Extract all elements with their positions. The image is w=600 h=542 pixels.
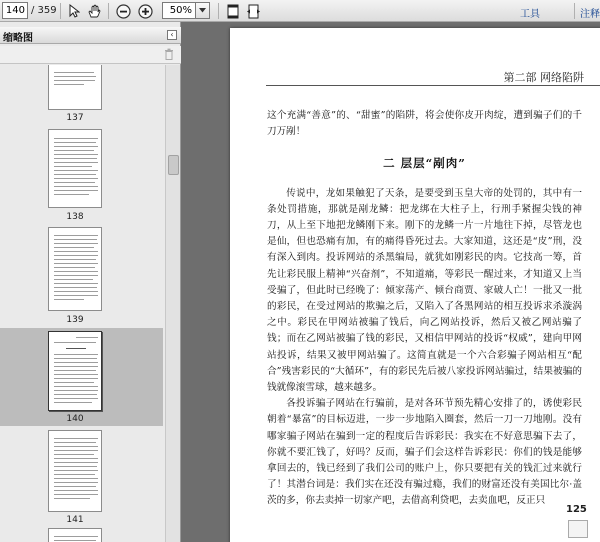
- page-thumbnail[interactable]: [48, 227, 102, 311]
- tools-menu[interactable]: 工具: [520, 9, 540, 20]
- thumbnail-label: 137: [66, 113, 84, 123]
- page-corner-widget[interactable]: [568, 520, 588, 538]
- hand-tool-button[interactable]: [85, 2, 103, 20]
- document-viewport[interactable]: [182, 22, 600, 542]
- zoom-dropdown-button[interactable]: [196, 2, 210, 19]
- thumbnail-panel: [0, 22, 181, 542]
- header-rule: [266, 85, 600, 86]
- running-head: 第二部 网络陷阱: [503, 71, 584, 84]
- thumbnail-label: 138: [66, 212, 84, 222]
- document-page: [230, 28, 600, 542]
- thumbnail-item-selected[interactable]: [0, 328, 163, 426]
- select-tool-button[interactable]: [65, 2, 83, 20]
- fit-page-button[interactable]: [224, 2, 242, 20]
- thumbnail-item[interactable]: [0, 226, 163, 326]
- thumbnail-item[interactable]: [0, 65, 163, 125]
- section-title: 二 层层“剐肉”: [383, 156, 466, 171]
- paragraph: 这个充满“善意”的、“甜蜜”的陷阱，将会使你皮开肉绽，遭到骗子们的千刀万剐！: [267, 110, 582, 138]
- hand-icon: [87, 4, 101, 18]
- paragraph: 传说中，龙如果触犯了天条，是要受到玉皇大帝的处罚的，其中有一条处罚措施，那就是剐龙鳞：把龙绑在大柱子上，行刑手紧握尖钱的神刀，从上至下地把龙鳞刚下来。刚下的龙鳞一片一片地往下掉，尽管龙也是仙，但也恐痛有加，有的痛得昏死过去。大家知道，这还是“皮”刑，没有深入到肉。投诉网站的杀黑编局，就犹如刚彩民的肉。它技高一筹，首先让彩民服上精神“兴奋剂”，不知道痛，等彩民一醒过来，才知道又上当受骗了，但此时已经晚了：倾家荡产、倾台商贾、家破人亡！一批又一批的彩民，在受过网站的欺骗之后，又陷入了各黑网站的相互投诉求杀漩涡之中。彩民在甲网站被骗了钱后，向乙网站投诉，然后又被乙网站骗了钱；而在乙网站被骗了钱的彩民，又相信甲网站的投诉“权威”，建向甲网站投诉，结果又被甲网站骗了。这简直就是一个六合彩骗子网站相互“配合”残害彩民的“大循环”，有的彩民先后被八家投诉网站骗过，结果被骗的钱就像滚雪球，越来越多。: [267, 187, 582, 394]
- thumbnail-item[interactable]: [0, 524, 163, 542]
- zoom-level-input[interactable]: [162, 2, 196, 19]
- fit-page-icon: [227, 4, 239, 19]
- page-total-label: / 359: [31, 5, 57, 16]
- thumbnail-label: 139: [66, 315, 84, 325]
- trash-icon[interactable]: [164, 48, 174, 60]
- thumbnail-tools: [0, 46, 181, 64]
- toolbar-separator: [108, 3, 109, 19]
- page-number-input[interactable]: [2, 2, 28, 19]
- toolbar-separator: [60, 3, 61, 19]
- thumbnail-item[interactable]: [0, 125, 163, 226]
- fit-width-button[interactable]: [244, 2, 262, 20]
- page-thumbnail[interactable]: [48, 528, 102, 542]
- thumbnail-panel-header: [0, 27, 181, 44]
- page-thumbnail[interactable]: [48, 129, 102, 208]
- zoom-in-button[interactable]: [136, 2, 154, 20]
- toolbar-separator: [574, 3, 575, 19]
- thumbnail-panel-title: 缩略图: [3, 33, 33, 44]
- fit-width-icon: [247, 4, 260, 19]
- thumbnail-label: 141: [66, 515, 84, 525]
- collapse-panel-button[interactable]: ‹: [167, 30, 177, 40]
- chevron-down-icon: [199, 8, 206, 13]
- page-number: 125: [566, 504, 587, 515]
- minus-circle-icon: [116, 4, 131, 19]
- thumbnail-label: 140: [66, 414, 84, 424]
- page-thumbnail[interactable]: [48, 331, 102, 411]
- plus-circle-icon: [138, 4, 153, 19]
- scrollbar-thumb[interactable]: [168, 155, 179, 175]
- arrow-cursor-icon: [68, 4, 80, 18]
- zoom-out-button[interactable]: [114, 2, 132, 20]
- thumbnail-scrollbar[interactable]: [165, 65, 180, 542]
- comment-menu[interactable]: 注释: [580, 9, 600, 20]
- page-thumbnail[interactable]: [48, 65, 102, 110]
- toolbar: [0, 0, 600, 22]
- paragraph: 各投诉骗子网站在行骗前，是对各环节预先精心安排了的，诱使彩民朝着“暴富”的目标迈进，一步一步地陷入圈套，然后一刀一刀地刚。没有哪家骗子网站在骗到一定的程度后告诉彩民：我实在不好意思骗下去了，你就不要汇钱了，好吗？反而，骗子们会这样告诉彩民：你们的钱是能够拿回去的，钱已经到了我们公司的账户上，你只要把有关的钱汇过来就行了！其潜台词是：我们实在还没有骗过瘾，我们的财富还没有美国比尔·盖茨的多，你去卖掉一切家产吧，去借高利贷吧，去卖血吧，反正只: [267, 398, 582, 507]
- thumbnail-item[interactable]: [0, 426, 163, 524]
- page-body: [267, 108, 582, 510]
- page-thumbnail[interactable]: [48, 430, 102, 512]
- toolbar-separator: [218, 3, 219, 19]
- thumbnail-list[interactable]: [0, 65, 181, 542]
